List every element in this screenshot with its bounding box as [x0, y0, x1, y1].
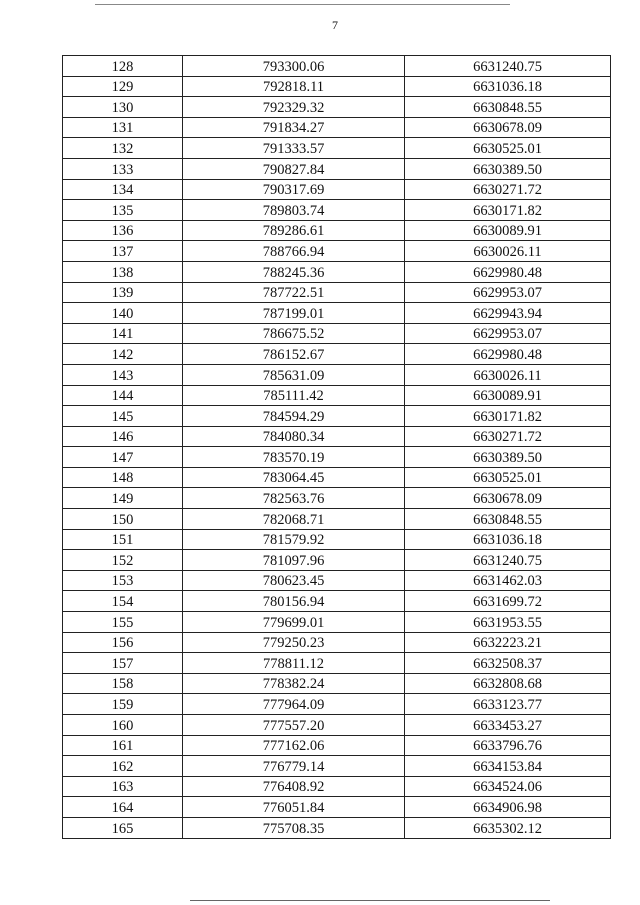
bottom-border-line [190, 900, 550, 901]
table-row [63, 653, 611, 674]
x-coordinate-cell: 784080.34 [183, 426, 405, 447]
point-number-cell: 147 [63, 447, 183, 468]
y-coordinate-cell: 6634153.84 [405, 756, 611, 777]
point-number-cell: 136 [63, 220, 183, 241]
table-row [63, 817, 611, 838]
table-row [63, 241, 611, 262]
x-coordinate-cell: 789286.61 [183, 220, 405, 241]
point-number-cell: 163 [63, 776, 183, 797]
coordinates-table-body [63, 56, 611, 839]
x-coordinate-cell: 784594.29 [183, 406, 405, 427]
point-number-cell: 148 [63, 467, 183, 488]
point-number-cell: 131 [63, 117, 183, 138]
point-number-cell: 134 [63, 179, 183, 200]
y-coordinate-cell: 6633123.77 [405, 694, 611, 715]
y-coordinate-cell: 6630271.72 [405, 426, 611, 447]
table-row [63, 797, 611, 818]
table-row [63, 591, 611, 612]
x-coordinate-cell: 787199.01 [183, 303, 405, 324]
point-number-cell: 138 [63, 261, 183, 282]
x-coordinate-cell: 786152.67 [183, 344, 405, 365]
table-row [63, 179, 611, 200]
x-coordinate-cell: 789803.74 [183, 200, 405, 221]
point-number-cell: 155 [63, 612, 183, 633]
table-row [63, 673, 611, 694]
x-coordinate-cell: 783570.19 [183, 447, 405, 468]
point-number-cell: 150 [63, 509, 183, 530]
y-coordinate-cell: 6630026.11 [405, 241, 611, 262]
y-coordinate-cell: 6631462.03 [405, 570, 611, 591]
table-row [63, 612, 611, 633]
point-number-cell: 157 [63, 653, 183, 674]
x-coordinate-cell: 785111.42 [183, 385, 405, 406]
x-coordinate-cell: 783064.45 [183, 467, 405, 488]
x-coordinate-cell: 793300.06 [183, 56, 405, 77]
point-number-cell: 165 [63, 817, 183, 838]
x-coordinate-cell: 785631.09 [183, 364, 405, 385]
x-coordinate-cell: 776051.84 [183, 797, 405, 818]
table-row [63, 406, 611, 427]
top-border-line [95, 4, 510, 5]
table-row [63, 282, 611, 303]
page-number: 7 [332, 18, 338, 32]
table-row [63, 447, 611, 468]
table-row [63, 715, 611, 736]
x-coordinate-cell: 788766.94 [183, 241, 405, 262]
x-coordinate-cell: 781097.96 [183, 550, 405, 571]
y-coordinate-cell: 6630389.50 [405, 447, 611, 468]
y-coordinate-cell: 6630525.01 [405, 467, 611, 488]
point-number-cell: 129 [63, 76, 183, 97]
table-row [63, 323, 611, 344]
x-coordinate-cell: 787722.51 [183, 282, 405, 303]
point-number-cell: 139 [63, 282, 183, 303]
table-row [63, 344, 611, 365]
table-row [63, 97, 611, 118]
table-row [63, 385, 611, 406]
point-number-cell: 141 [63, 323, 183, 344]
y-coordinate-cell: 6634524.06 [405, 776, 611, 797]
point-number-cell: 132 [63, 138, 183, 159]
y-coordinate-cell: 6634906.98 [405, 797, 611, 818]
point-number-cell: 140 [63, 303, 183, 324]
y-coordinate-cell: 6630848.55 [405, 97, 611, 118]
table-row [63, 776, 611, 797]
x-coordinate-cell: 791333.57 [183, 138, 405, 159]
y-coordinate-cell: 6630271.72 [405, 179, 611, 200]
point-number-cell: 153 [63, 570, 183, 591]
x-coordinate-cell: 781579.92 [183, 529, 405, 550]
y-coordinate-cell: 6630525.01 [405, 138, 611, 159]
point-number-cell: 159 [63, 694, 183, 715]
table-row [63, 303, 611, 324]
y-coordinate-cell: 6631036.18 [405, 76, 611, 97]
y-coordinate-cell: 6633796.76 [405, 735, 611, 756]
x-coordinate-cell: 788245.36 [183, 261, 405, 282]
point-number-cell: 146 [63, 426, 183, 447]
table-row [63, 200, 611, 221]
point-number-cell: 154 [63, 591, 183, 612]
point-number-cell: 151 [63, 529, 183, 550]
y-coordinate-cell: 6629943.94 [405, 303, 611, 324]
y-coordinate-cell: 6630171.82 [405, 406, 611, 427]
y-coordinate-cell: 6630171.82 [405, 200, 611, 221]
point-number-cell: 162 [63, 756, 183, 777]
y-coordinate-cell: 6632808.68 [405, 673, 611, 694]
point-number-cell: 144 [63, 385, 183, 406]
point-number-cell: 137 [63, 241, 183, 262]
y-coordinate-cell: 6630678.09 [405, 488, 611, 509]
y-coordinate-cell: 6630089.91 [405, 385, 611, 406]
x-coordinate-cell: 779250.23 [183, 632, 405, 653]
table-row [63, 158, 611, 179]
y-coordinate-cell: 6630089.91 [405, 220, 611, 241]
point-number-cell: 156 [63, 632, 183, 653]
y-coordinate-cell: 6629953.07 [405, 282, 611, 303]
point-number-cell: 152 [63, 550, 183, 571]
table-row [63, 488, 611, 509]
x-coordinate-cell: 782563.76 [183, 488, 405, 509]
x-coordinate-cell: 777964.09 [183, 694, 405, 715]
point-number-cell: 130 [63, 97, 183, 118]
x-coordinate-cell: 777557.20 [183, 715, 405, 736]
y-coordinate-cell: 6630678.09 [405, 117, 611, 138]
y-coordinate-cell: 6631240.75 [405, 550, 611, 571]
y-coordinate-cell: 6633453.27 [405, 715, 611, 736]
y-coordinate-cell: 6629980.48 [405, 344, 611, 365]
point-number-cell: 149 [63, 488, 183, 509]
y-coordinate-cell: 6629980.48 [405, 261, 611, 282]
table-row [63, 529, 611, 550]
x-coordinate-cell: 776408.92 [183, 776, 405, 797]
x-coordinate-cell: 777162.06 [183, 735, 405, 756]
point-number-cell: 145 [63, 406, 183, 427]
y-coordinate-cell: 6631953.55 [405, 612, 611, 633]
table-row [63, 550, 611, 571]
y-coordinate-cell: 6632223.21 [405, 632, 611, 653]
table-row [63, 756, 611, 777]
table-row [63, 467, 611, 488]
point-number-cell: 135 [63, 200, 183, 221]
table-row [63, 735, 611, 756]
x-coordinate-cell: 782068.71 [183, 509, 405, 530]
y-coordinate-cell: 6631036.18 [405, 529, 611, 550]
table-row [63, 570, 611, 591]
table-row [63, 426, 611, 447]
x-coordinate-cell: 792818.11 [183, 76, 405, 97]
table-row [63, 56, 611, 77]
x-coordinate-cell: 786675.52 [183, 323, 405, 344]
y-coordinate-cell: 6631240.75 [405, 56, 611, 77]
table-row [63, 138, 611, 159]
point-number-cell: 161 [63, 735, 183, 756]
y-coordinate-cell: 6635302.12 [405, 817, 611, 838]
x-coordinate-cell: 778382.24 [183, 673, 405, 694]
coordinates-table [62, 55, 611, 839]
table-row [63, 694, 611, 715]
point-number-cell: 142 [63, 344, 183, 365]
table-row [63, 364, 611, 385]
x-coordinate-cell: 776779.14 [183, 756, 405, 777]
x-coordinate-cell: 780156.94 [183, 591, 405, 612]
table-row [63, 220, 611, 241]
x-coordinate-cell: 792329.32 [183, 97, 405, 118]
point-number-cell: 133 [63, 158, 183, 179]
y-coordinate-cell: 6632508.37 [405, 653, 611, 674]
x-coordinate-cell: 790317.69 [183, 179, 405, 200]
point-number-cell: 143 [63, 364, 183, 385]
y-coordinate-cell: 6630848.55 [405, 509, 611, 530]
y-coordinate-cell: 6630389.50 [405, 158, 611, 179]
x-coordinate-cell: 778811.12 [183, 653, 405, 674]
table-row [63, 509, 611, 530]
x-coordinate-cell: 791834.27 [183, 117, 405, 138]
table-row [63, 76, 611, 97]
x-coordinate-cell: 779699.01 [183, 612, 405, 633]
table-row [63, 261, 611, 282]
x-coordinate-cell: 790827.84 [183, 158, 405, 179]
y-coordinate-cell: 6630026.11 [405, 364, 611, 385]
y-coordinate-cell: 6631699.72 [405, 591, 611, 612]
point-number-cell: 128 [63, 56, 183, 77]
table-row [63, 632, 611, 653]
table-row [63, 117, 611, 138]
x-coordinate-cell: 775708.35 [183, 817, 405, 838]
point-number-cell: 164 [63, 797, 183, 818]
point-number-cell: 158 [63, 673, 183, 694]
x-coordinate-cell: 780623.45 [183, 570, 405, 591]
y-coordinate-cell: 6629953.07 [405, 323, 611, 344]
point-number-cell: 160 [63, 715, 183, 736]
